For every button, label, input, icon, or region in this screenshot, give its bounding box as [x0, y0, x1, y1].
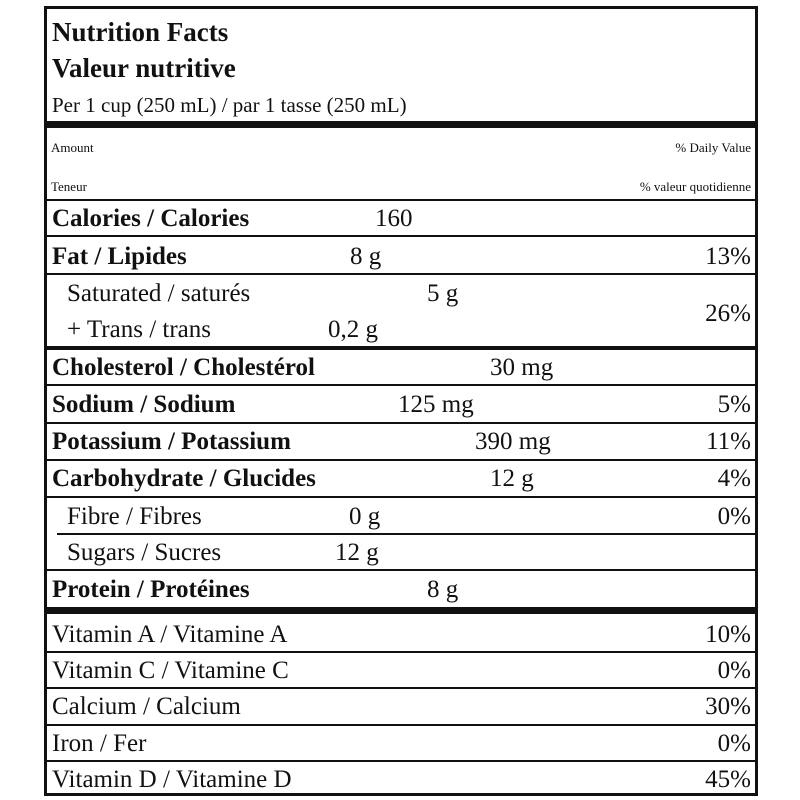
sodium-daily-value: 5%	[717, 391, 751, 418]
carbohydrate-label: Carbohydrate / Glucides	[52, 465, 316, 492]
calories-label: Calories / Calories	[52, 205, 250, 232]
vitamin-daily-value: 0%	[717, 730, 751, 757]
thick-divider	[47, 607, 755, 614]
vitamin-daily-value: 10%	[705, 621, 751, 648]
daily-value-heading-fr: % valeur quotidienne	[639, 179, 751, 194]
amount-heading-fr: Teneur	[51, 179, 87, 194]
trans-label: + Trans / trans	[67, 316, 211, 343]
potassium-daily-value: 11%	[706, 428, 751, 455]
sodium-label: Sodium / Sodium	[52, 391, 236, 418]
thick-divider	[47, 346, 755, 350]
cholesterol-amount: 30 mg	[490, 354, 554, 381]
saturated-label: Saturated / saturés	[67, 280, 251, 307]
fat-label: Fat / Lipides	[52, 243, 187, 270]
vitamin-label: Vitamin C / Vitamine C	[52, 657, 289, 684]
cholesterol-label: Cholesterol / Cholestérol	[52, 354, 315, 381]
sat-trans-daily-value: 26%	[705, 300, 751, 327]
carbohydrate-daily-value: 4%	[717, 465, 751, 492]
daily-value-heading-en: % Daily Value	[675, 140, 751, 155]
amount-heading-en: Amount	[51, 140, 94, 155]
potassium-label: Potassium / Potassium	[52, 428, 291, 455]
divider	[57, 533, 755, 535]
vitamin-label: Iron / Fer	[52, 730, 147, 757]
vitamin-daily-value: 45%	[705, 766, 751, 793]
sodium-amount: 125 mg	[398, 391, 474, 418]
protein-amount: 8 g	[427, 576, 459, 603]
divider	[47, 496, 755, 498]
fibre-label: Fibre / Fibres	[67, 503, 202, 530]
divider	[47, 651, 755, 653]
sugars-amount: 12 g	[335, 539, 379, 566]
calories-amount: 160	[375, 205, 413, 232]
saturated-amount: 5 g	[427, 280, 459, 307]
vitamin-label: Vitamin D / Vitamine D	[52, 766, 292, 793]
divider	[47, 273, 755, 275]
fat-amount: 8 g	[350, 243, 382, 270]
divider	[47, 235, 755, 237]
divider	[47, 760, 755, 762]
potassium-amount: 390 mg	[475, 428, 551, 455]
vitamin-label: Calcium / Calcium	[52, 693, 241, 720]
title-french: Valeur nutritive	[52, 53, 236, 83]
vitamin-label: Vitamin A / Vitamine A	[52, 621, 288, 648]
divider	[47, 687, 755, 689]
vitamin-daily-value: 30%	[705, 693, 751, 720]
divider	[47, 569, 755, 571]
divider	[47, 724, 755, 726]
carbohydrate-amount: 12 g	[490, 465, 534, 492]
trans-amount: 0,2 g	[328, 316, 378, 343]
divider	[47, 384, 755, 386]
serving-size: Per 1 cup (250 mL) / par 1 tasse (250 mL)	[52, 93, 407, 117]
sugars-label: Sugars / Sucres	[67, 539, 222, 566]
title-english: Nutrition Facts	[52, 17, 229, 47]
fibre-amount: 0 g	[349, 503, 381, 530]
thick-divider	[47, 121, 755, 128]
fibre-daily-value: 0%	[717, 503, 751, 530]
nutrition-facts-label	[44, 6, 758, 796]
fat-daily-value: 13%	[705, 243, 751, 270]
divider	[47, 422, 755, 424]
protein-label: Protein / Protéines	[52, 576, 250, 603]
divider	[47, 199, 755, 201]
vitamin-daily-value: 0%	[717, 657, 751, 684]
divider	[47, 459, 755, 461]
